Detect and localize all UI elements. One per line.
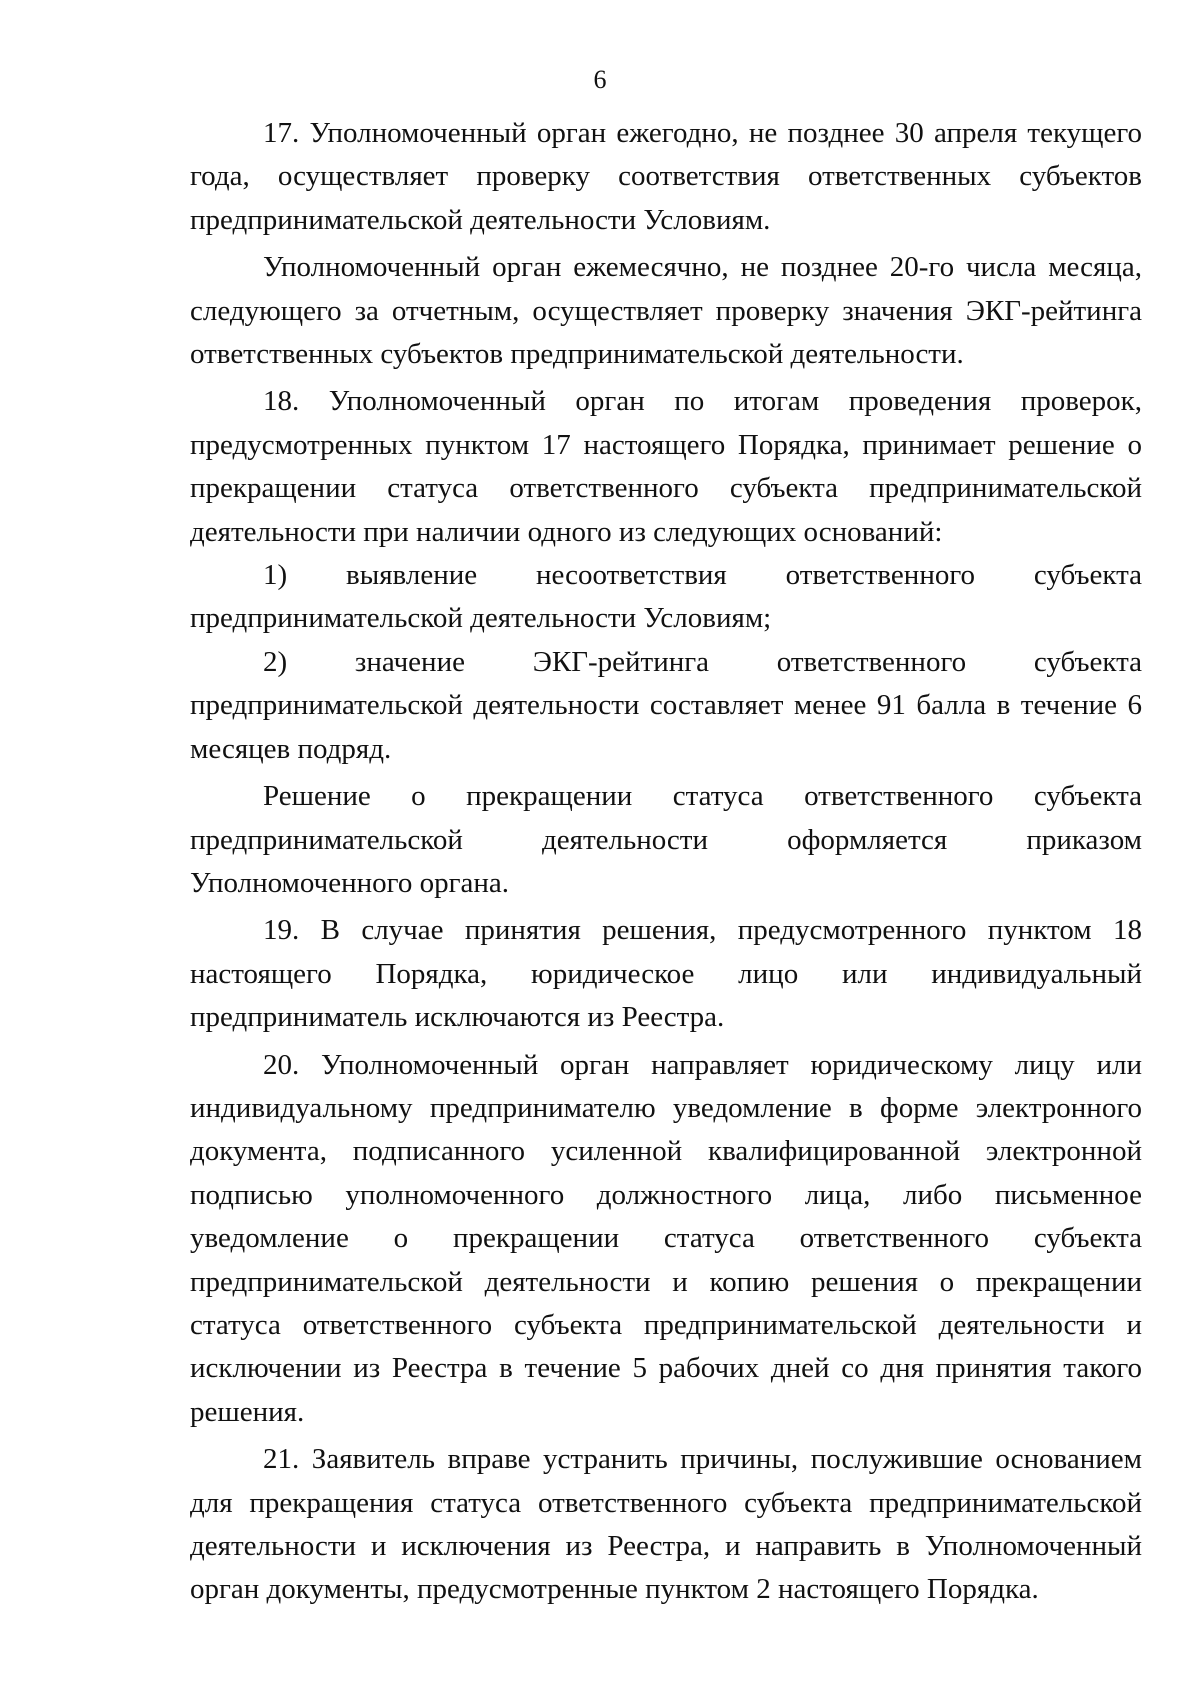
paragraph-18-item-2: 2) значение ЭКГ-рейтинга ответственного субъекта предпринимательской деятельности составляет менее 91 балла в течение 6 месяцев подряд. <box>190 645 1142 765</box>
paragraph-21: 21. Заявитель вправе устранить причины, послужившие основанием для прекращения статуса ответственного субъекта предпринимательской деятельности и исключения из Реестра, и направить в Уполномоченный орган документы, предусмотренные пунктом 2 настоящего Порядка. <box>190 1443 1142 1606</box>
paragraph-17-monthly-check: Уполномоченный орган ежемесячно, не позднее 20-го числа месяца, следующего за отчетным, осуществляет проверку значения ЭКГ-рейтинга ответственных субъектов предпринимательской деятельности. <box>190 251 1142 371</box>
paragraph-20: 20. Уполномоченный орган направляет юридическому лицу или индивидуальному предпринимателю уведомление в форме электронного документа, подписанного усиленной квалифицированной электронной подписью уполномоченного должностного лица, либо письменное уведомление о прекращении статуса ответственного субъекта предпринимательской деятельности и копию решения о прекращении статуса ответственного субъекта предпринимательской деятельности и исключении из Реестра в течение 5 рабочих дней со дня принятия такого решения. <box>190 1048 1142 1428</box>
paragraph-18: 18. Уполномоченный орган по итогам проведения проверок, предусмотренных пунктом 17 настоящего Порядка, принимает решение о прекращении статуса ответственного субъекта предпринимательской деятельности при наличии одного из следующих оснований: <box>190 385 1142 548</box>
document-body <box>190 112 1142 1612</box>
paragraph-18-item-1: 1) выявление несоответствия ответственного субъекта предпринимательской деятельности Условиям; <box>190 559 1142 635</box>
paragraph-19: 19. В случае принятия решения, предусмотренного пунктом 18 настоящего Порядка, юридическое лицо или индивидуальный предприниматель исключаются из Реестра. <box>190 914 1142 1034</box>
paragraph-17: 17. Уполномоченный орган ежегодно, не позднее 30 апреля текущего года, осуществляет проверку соответствия ответственных субъектов предпринимательской деятельности Условиям. <box>190 117 1142 236</box>
paragraph-18-decision: Решение о прекращении статуса ответственного субъекта предпринимательской деятельности оформляется приказом Уполномоченного органа. <box>190 780 1142 899</box>
page-number: 6 <box>593 65 607 94</box>
